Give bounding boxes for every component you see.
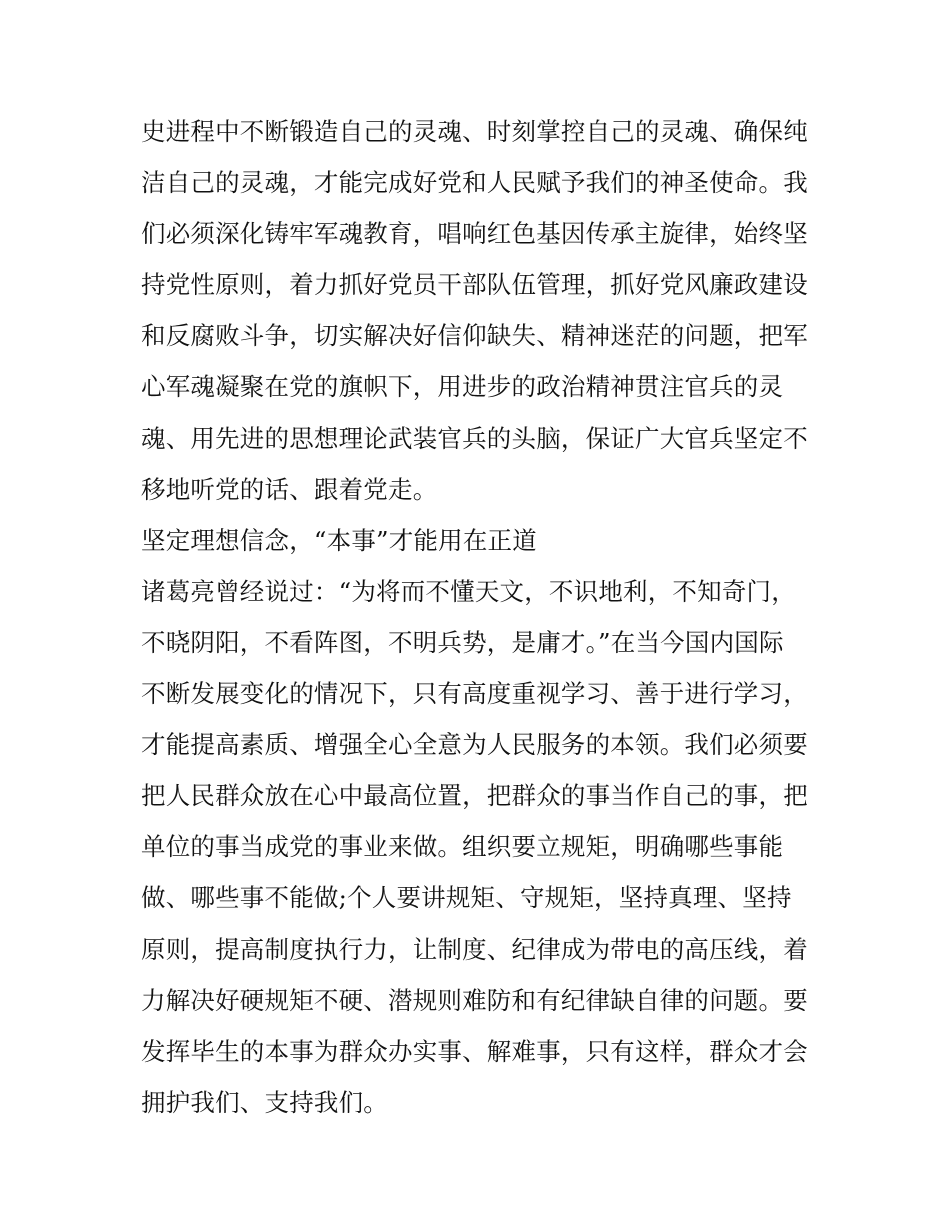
text-line: 移地听党的话、跟着党走。 (141, 474, 438, 504)
document-body (141, 106, 821, 1128)
text-line: 心军魂凝聚在党的旗帜下，用进步的政治精神贯注官兵的灵 (141, 372, 784, 402)
text-line: 原则，提高制度执行力，让制度、纪律成为带电的高压线，着 (141, 934, 808, 964)
text-line: 和反腐败斗争，切实解决好信仰缺失、精神迷茫的问题，把军 (141, 321, 808, 351)
text-line: 把人民群众放在心中最高位置，把群众的事当作自己的事，把 (141, 781, 808, 811)
text-line: 史进程中不断锻造自己的灵魂、时刻掌控自己的灵魂、确保纯 (141, 117, 808, 146)
section-heading: 坚定理想信念，“本事”才能用在正道 (141, 525, 537, 555)
text-line: 魂、用先进的思想理论武装官兵的头脑，保证广大官兵坚定不 (141, 423, 808, 453)
text-line: 不断发展变化的情况下，只有高度重视学习、善于进行学习， (141, 679, 808, 709)
text-line: 持党性原则，着力抓好党员干部队伍管理，抓好党风廉政建设 (141, 270, 808, 300)
text-line: 洁自己的灵魂，才能完成好党和人民赋予我们的神圣使命。我 (141, 168, 808, 198)
text-line: 力解决好硬规矩不硬、潜规则难防和有纪律缺自律的问题。要 (141, 985, 808, 1015)
text-line: 做、哪些事不能做;个人要讲规矩、守规矩，坚持真理、坚持 (141, 883, 792, 913)
text-line: 们必须深化铸牢军魂教育，唱响红色基因传承主旋律，始终坚 (141, 219, 808, 249)
text-line: 单位的事当成党的事业来做。组织要立规矩，明确哪些事能 (141, 832, 784, 862)
text-line: 拥护我们、支持我们。 (141, 1087, 388, 1117)
text-line: 才能提高素质、增强全心全意为人民服务的本领。我们必须要 (141, 730, 808, 760)
text-line: 发挥毕生的本事为群众办实事、解难事，只有这样，群众才会 (141, 1036, 808, 1066)
text-line: 诸葛亮曾经说过：“为将而不懂天文，不识地利，不知奇门， (141, 576, 796, 606)
text-line: 不晓阴阳，不看阵图，不明兵势，是庸才。”在当今国内国际 (141, 627, 784, 657)
